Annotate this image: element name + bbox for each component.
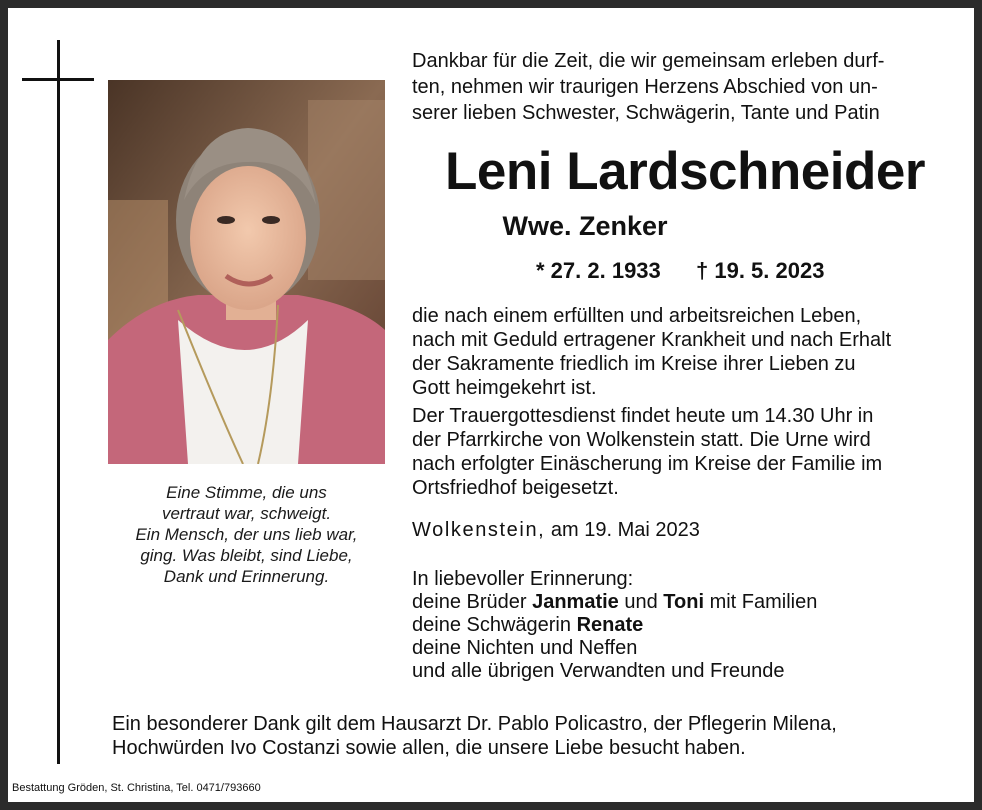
- mourners-nieces: deine Nichten und Neffen: [412, 637, 638, 659]
- paragraph-line: der Sakramente friedlich im Kreise ihrer Lieben zu: [412, 353, 856, 375]
- quote-line: vertraut war, schweigt.: [161, 504, 332, 523]
- thanks-line: Hochwürden Ivo Costanzi sowie allen, die unsere Liebe besucht haben.: [112, 737, 746, 759]
- death-date: † 19. 5. 2023: [696, 258, 825, 283]
- paragraph-line: Ortsfriedhof beigesetzt.: [412, 477, 619, 499]
- brother-name: Toni: [663, 591, 705, 613]
- place: Wolkenstein,: [412, 519, 546, 541]
- thanks-paragraph: [112, 712, 962, 760]
- intro-line: Dankbar für die Zeit, die wir gemeinsam erleben durf-: [412, 50, 885, 72]
- memorial-quote: [100, 482, 393, 587]
- mourners-list: [412, 568, 958, 683]
- sister-in-law-name: Renate: [576, 614, 644, 636]
- text-fragment: mit Familien: [704, 591, 818, 613]
- birth-date: * 27. 2. 1933: [536, 258, 661, 283]
- intro-line: serer lieben Schwester, Schwägerin, Tante und Patin: [412, 102, 880, 124]
- brother-name: Janmatie: [532, 591, 619, 613]
- paragraph-line: Der Trauergottesdienst findet heute um 14.30 Uhr in: [412, 405, 874, 427]
- cross-vertical-bar: [57, 40, 60, 764]
- quote-line: Dank und Erinnerung.: [163, 567, 330, 586]
- mourners-brothers: [412, 591, 958, 614]
- funeral-home-footer: Bestattung Gröden, St. Christina, Tel. 0471/793660: [12, 782, 261, 794]
- paragraph-line: die nach einem erfüllten und arbeitsreichen Leben,: [412, 305, 862, 327]
- quote-line: Eine Stimme, die uns: [166, 483, 327, 502]
- quote-line: Ein Mensch, der uns lieb war,: [135, 525, 358, 544]
- mourners-heading: In liebevoller Erinnerung:: [412, 568, 634, 590]
- text-fragment: und: [618, 591, 664, 613]
- quote-line: ging. Was bleibt, sind Liebe,: [140, 546, 353, 565]
- text-fragment: deine Schwägerin: [412, 614, 577, 636]
- text-fragment: deine Brüder: [412, 591, 533, 613]
- paragraph-line: nach erfolgter Einäscherung im Kreise der Familie im: [412, 453, 883, 475]
- cross-horizontal-bar: [22, 78, 94, 81]
- service-paragraph: [412, 404, 958, 500]
- mourners-others: und alle übrigen Verwandten und Freunde: [412, 660, 785, 682]
- thanks-line: Ein besonderer Dank gilt dem Hausarzt Dr. Pablo Policastro, der Pflegerin Milena,: [112, 713, 837, 735]
- paragraph-line: der Pfarrkirche von Wolkenstein statt. Die Urne wird: [412, 429, 871, 451]
- date: am 19. Mai 2023: [550, 519, 700, 541]
- deceased-name: Leni Lardschneider: [445, 142, 925, 201]
- mourners-sister-in-law: [412, 614, 958, 637]
- portrait-photo: [108, 80, 385, 464]
- deceased-subtitle: Wwe. Zenker: [502, 211, 668, 241]
- portrait-illustration: [108, 80, 385, 464]
- life-paragraph: [412, 304, 958, 400]
- paragraph-line: nach mit Geduld ertragener Krankheit und nach Erhalt: [412, 329, 892, 351]
- place-and-date: [412, 518, 958, 542]
- intro-line: ten, nehmen wir traurigen Herzens Abschied von un-: [412, 76, 878, 98]
- paragraph-line: Gott heimgekehrt ist.: [412, 377, 597, 399]
- intro-text: [412, 48, 958, 126]
